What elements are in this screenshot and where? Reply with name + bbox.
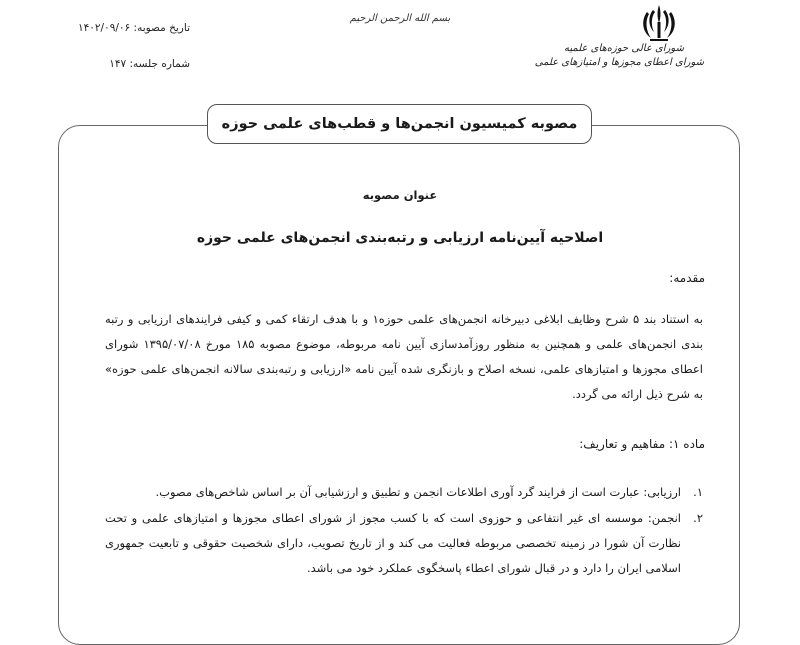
intro-paragraph: به استناد بند ۵ شرح وظایف ابلاغی دبیرخانه انجمن‌های علمی حوزه۱ و با هدف ارتقاء کمی و کیفی فرایندهای ارزیابی و رتبه بندی انجمن‌های علمی و همچنین به منظور روزآمدسازی آیین نامه مربوطه، موضوع مصوبه ۱۸۵ مورخ ۱۳۹۵/۰۷/۰۸ شورای اعطای مجوزها و امتیازهای علمی، نسخه اصلاح و بازنگری شده آیین نامه «ارزیابی و رتبه‌بندی سالانه انجمن‌های علمی حوزه» به شرح ذیل ارائه می گردد. <box>105 312 703 401</box>
resolution-title-box <box>207 104 592 144</box>
intro-heading: مقدمه: <box>669 271 705 285</box>
definition-text: ارزیابی: عبارت است از فرایند گرد آوری اطلاعات انجمن و تطبیق و ارزشیابی آن بر اساس شاخص‌های مصوب. <box>155 485 681 499</box>
resolution-title: مصوبه کمیسیون انجمن‌ها و قطب‌های علمی حوزه <box>221 116 578 132</box>
org-line-2: شورای اعطای مجوزها و امتیازهای علمی <box>534 57 704 68</box>
resolution-main-title: اصلاحیه آیین‌نامه ارزیابی و رتبه‌بندی انجمن‌های علمی حوزه <box>196 230 604 246</box>
definition-item <box>105 506 703 581</box>
definition-number: ۱. <box>693 485 703 499</box>
article-heading: ماده ۱: مفاهیم و تعاریف: <box>579 437 705 451</box>
definition-item <box>105 480 703 505</box>
definition-text: انجمن: موسسه ای غیر انتفاعی و حوزوی است که با کسب مجوز از شورای اعطای مجوزها و امتیازهای علمی و تحت نظارت آن شورا در زمینه تخصصی مربوطه فعالیت می کند و از تاریخ تصویب، دارای شخصیت حقوقی و تابعیت جمهوری اسلامی ایران را دارد و در قبال شورای اعطاء پاسخگوی عملکرد خود می باشد. <box>105 511 681 575</box>
session-number: شماره جلسه: ۱۴۷ <box>109 58 190 70</box>
emblem-icon <box>636 2 682 44</box>
org-line-1: شورای عالی حوزه‌های علمیه <box>564 43 684 54</box>
resolution-label: عنوان مصوبه <box>362 188 438 202</box>
approval-date: تاریخ مصوبه: ۱۴۰۲/۰۹/۰۶ <box>77 22 190 34</box>
organization-name <box>534 42 704 70</box>
bismillah: بسم الله الرحمن الرحیم <box>349 13 451 24</box>
definition-number: ۲. <box>693 511 703 525</box>
